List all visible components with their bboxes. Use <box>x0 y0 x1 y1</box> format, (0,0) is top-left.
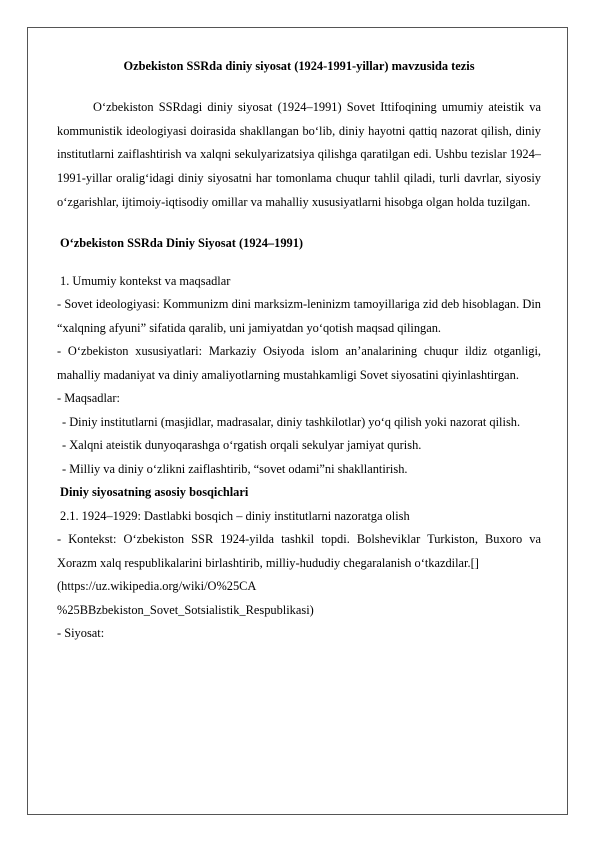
policy-label: - Siyosat: <box>57 626 105 641</box>
subsection-heading-1: 1. Umumiy kontekst va maqsadlar <box>60 273 231 288</box>
document-body <box>57 56 541 646</box>
context-paragraph: - Kontekst: O‘zbekiston SSR 1924-yilda tashkil topdi. Bolsheviklar Turkiston, Buxoro va Xorazm xalq respublikalarini birlashtirib, milliy-hududiy chegaralanish o‘tkazdilar.[] <box>57 532 541 570</box>
intro-paragraph: O‘zbekiston SSRdagi diniy siyosat (1924–1991) Sovet Ittifoqining umumiy ateistik va kommunistik ideologiyasi doirasida shakllangan bo‘lib, diniy hayotni qattiq nazorat qilish, diniy institutlarni zaiflashtirish va xalqni sekulyarizatsiya qilishga qaratilgan edi. Ushbu tezislar 1924–1991-yillar oralig‘idagi diniy siyosatni har tomonlama chuqur tahlil qiladi, turli davrlar, siyosiy o‘zgarishlar, ijtimoiy-iqtisodiy omillar va mahalliy xususiyatlarni hisobga olgan holda tuzilgan. <box>57 100 541 209</box>
goal-item-1: - Diniy institutlarni (masjidlar, madrasalar, diniy tashkilotlar) yo‘q qilish yoki nazorat qilish. <box>62 414 521 429</box>
subsection-heading-2-1: 2.1. 1924–1929: Dastlabki bosqich – diniy institutlarni nazoratga olish <box>60 508 410 523</box>
document-title: Ozbekiston SSRda diniy siyosat (1924-1991-yillar) mavzusida tezis <box>123 59 475 73</box>
section-heading: O‘zbekiston SSRda Diniy Siyosat (1924–1991) <box>60 235 304 250</box>
section-body <box>57 270 541 646</box>
goal-item-2: - Xalqni ateistik dunyoqarashga o‘rgatish orqali sekulyar jamiyat qurish. <box>62 438 422 453</box>
wiki-link-line-1[interactable]: (https://uz.wikipedia.org/wiki/O%25CA <box>57 579 257 594</box>
features-paragraph: - O‘zbekiston xususiyatlari: Markaziy Osiyoda islom an’analarining chuqur ildiz otganligi, mahalliy madaniyat va diniy amaliyotlarning mustahkamligi Sovet siyosatini qiyinlashtirgan. <box>57 344 541 382</box>
ideology-paragraph: - Sovet ideologiyasi: Kommunizm dini marksizm-leninizm tamoyillariga zid deb hisoblagan. Din “xalqning afyuni” sifatida qaralib, uni jamiyatdan yo‘qotish maqsad qilingan. <box>57 297 541 335</box>
stages-heading: Diniy siyosatning asosiy bosqichlari <box>60 485 249 500</box>
goals-label: - Maqsadlar: <box>57 391 120 406</box>
wiki-link-line-2[interactable]: %25BBzbekiston_Sovet_Sotsialistik_Respublikasi) <box>57 602 314 617</box>
goal-item-3: - Milliy va diniy o‘zlikni zaiflashtirib, “sovet odami”ni shakllantirish. <box>62 461 408 476</box>
